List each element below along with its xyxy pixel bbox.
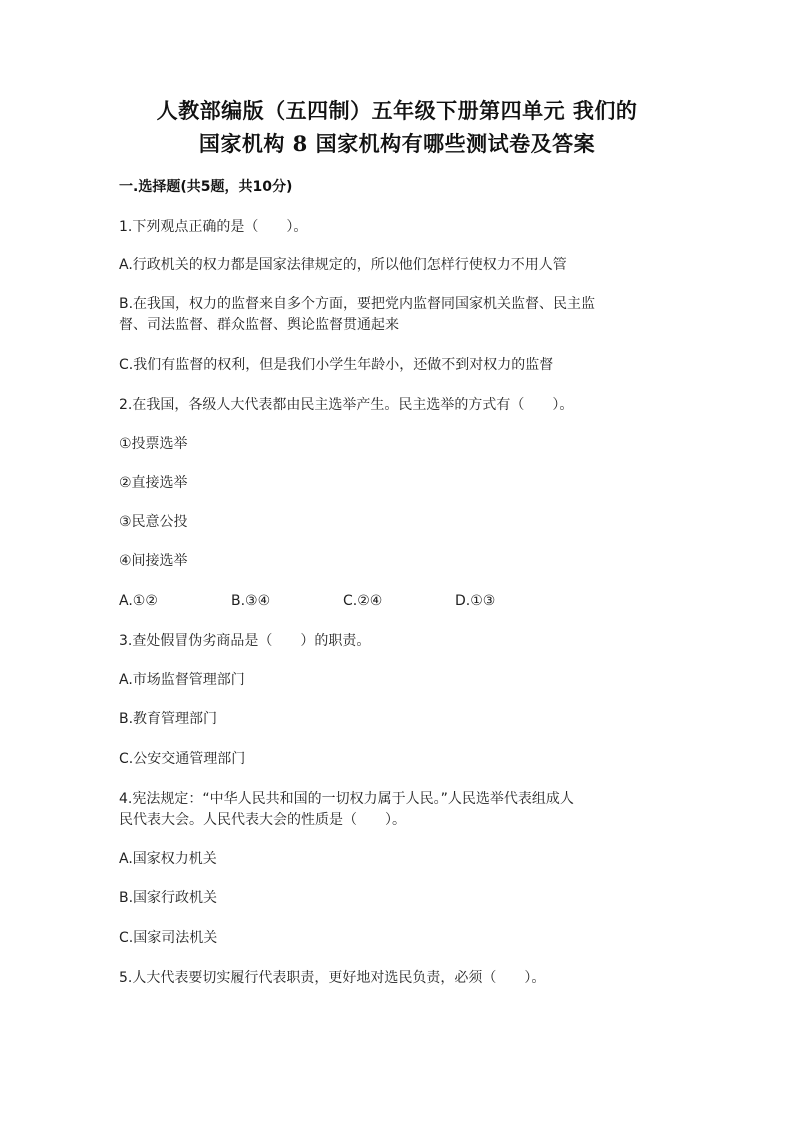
question-2-item-4: ④间接选举 (119, 553, 188, 569)
question-4-stem-line-2: 民代表大会。人民代表大会的性质是（ ）。 (119, 812, 406, 828)
question-1-option-b-continued: 督、司法监督、群众监督、舆论监督贯通起来 (119, 317, 399, 333)
question-2-item-3: ③民意公投 (119, 514, 188, 530)
question-3-stem: 3.查处假冒伪劣商品是（ ）的职责。 (119, 633, 371, 649)
question-2-choices (119, 590, 679, 612)
section-heading: 一.选择题(共5题，共10分) (119, 179, 293, 195)
question-4-stem-line-1: 4.宪法规定：“中华人民共和国的一切权力属于人民。”人民选举代表组成人 (119, 791, 574, 807)
question-3-option-c: C.公安交通管理部门 (119, 751, 246, 767)
question-4-option-b: B.国家行政机关 (119, 890, 218, 906)
page-title-line-1: 人教部编版（五四制）五年级下册第四单元 我们的 (156, 98, 638, 123)
question-2-choice-a: A.①② (119, 593, 158, 609)
question-2-item-1: ①投票选举 (119, 436, 188, 452)
question-2-choice-b: B.③④ (231, 593, 271, 609)
question-1-option-b: B.在我国，权力的监督来自多个方面，要把党内监督同国家机关监督、民主监 (119, 296, 596, 312)
question-3-option-a: A.市场监督管理部门 (119, 672, 245, 688)
question-3-option-b: B.教育管理部门 (119, 711, 218, 727)
question-4-option-c: C.国家司法机关 (119, 930, 218, 946)
question-4-option-a: A.国家权力机关 (119, 851, 217, 867)
question-1-option-a: A.行政机关的权力都是国家法律规定的，所以他们怎样行使权力不用人管 (119, 257, 567, 273)
page-title-line-2: 国家机构 8 国家机构有哪些测试卷及答案 (198, 131, 596, 156)
question-5-stem: 5.人大代表要切实履行代表职责，更好地对选民负责，必须（ ）。 (119, 970, 546, 986)
question-1-option-c: C.我们有监督的权利，但是我们小学生年龄小，还做不到对权力的监督 (119, 357, 554, 373)
question-2-choice-c: C.②④ (343, 593, 383, 609)
question-2-choice-d: D.①③ (455, 593, 496, 609)
question-2-item-2: ②直接选举 (119, 475, 188, 491)
question-1-stem: 1.下列观点正确的是（ ）。 (119, 219, 308, 235)
question-2-stem: 2.在我国，各级人大代表都由民主选举产生。民主选举的方式有（ ）。 (119, 397, 574, 413)
